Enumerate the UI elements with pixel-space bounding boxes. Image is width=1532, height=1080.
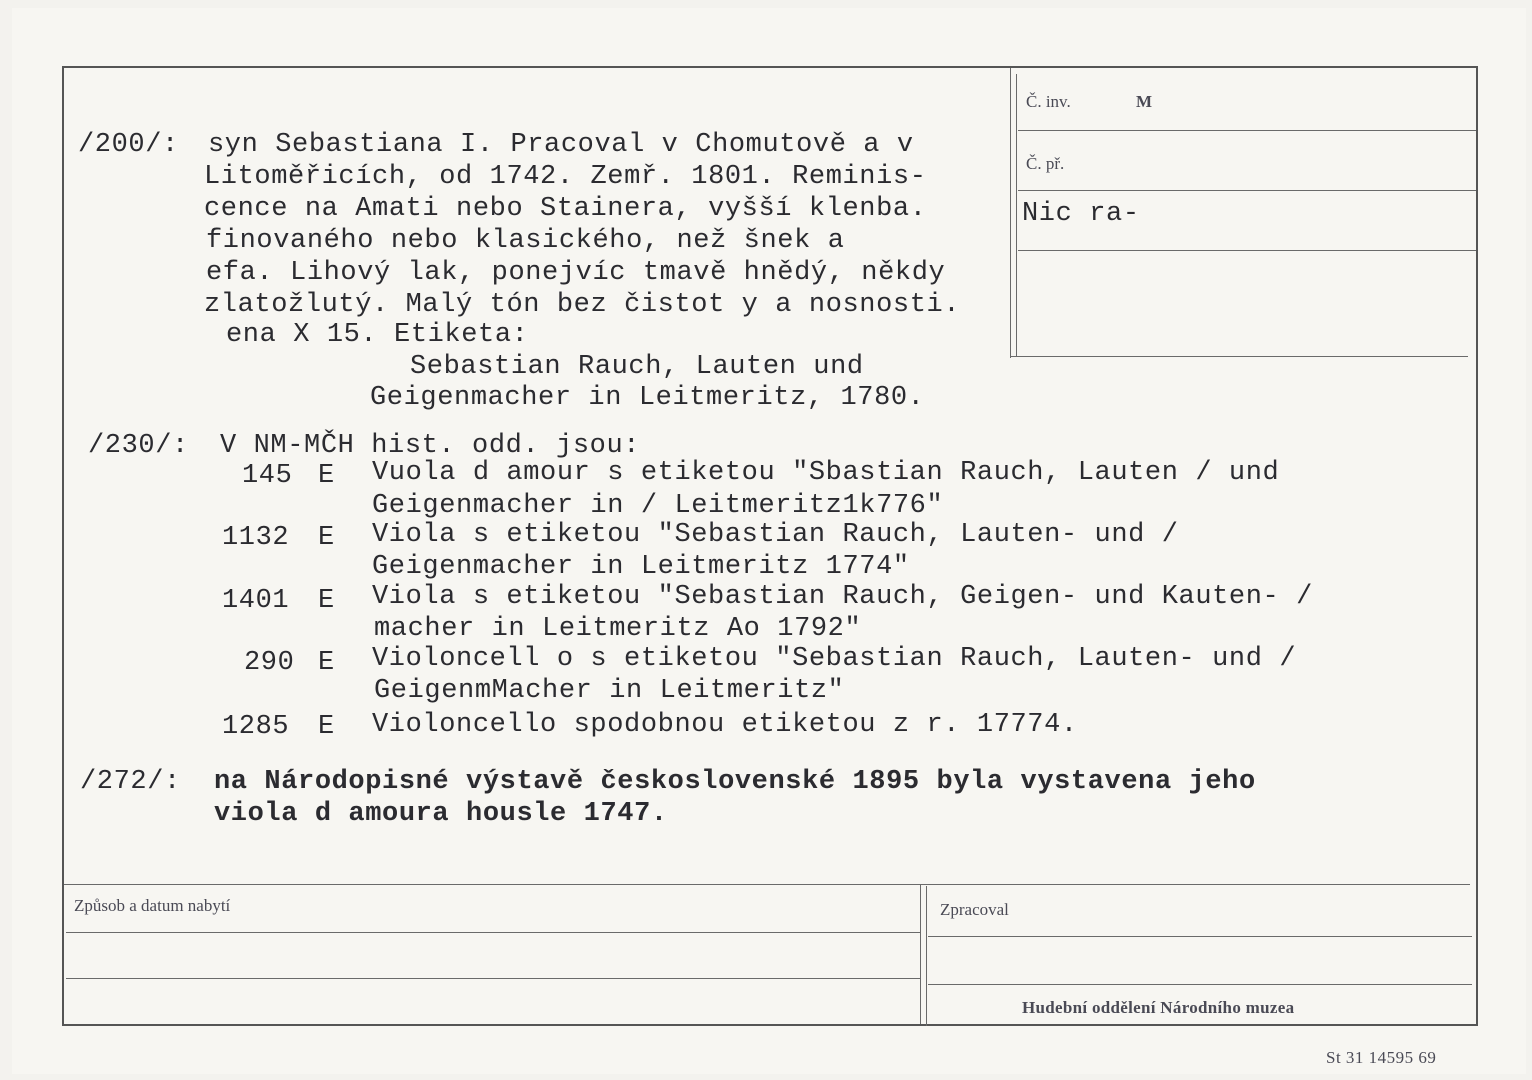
footer-top-rule: [64, 884, 1470, 885]
acquisition-label: Způsob a datum nabytí: [74, 896, 231, 915]
text-line: viola d amoura housle 1747.: [214, 799, 668, 829]
item-code: E: [318, 461, 335, 491]
footer-rule-right-1: [928, 936, 1472, 937]
department-stamp: Hudební oddělení Národního muzea: [1022, 998, 1295, 1017]
inventory-number-label: Č. inv.: [1026, 92, 1071, 111]
label-text-line: Sebastian Rauch, Lauten und: [410, 352, 864, 382]
section-intro: V NM-MČH hist. odd. jsou:: [220, 431, 641, 461]
item-code: E: [318, 712, 335, 742]
item-number: 145: [242, 461, 293, 491]
header-rule-1: [1018, 130, 1476, 131]
footer-rule-left-1: [66, 932, 920, 933]
item-description: macher in Leitmeritz Ao 1792": [374, 614, 862, 644]
text-line: finovaného nebo klasického, než šnek a: [206, 226, 845, 256]
footer-rule-right-2: [928, 984, 1472, 985]
header-rule-4: [1010, 356, 1468, 357]
text-line: cence na Amati nebo Stainera, vyšší klenba.: [204, 194, 927, 224]
footer-divider-right: [926, 886, 927, 1026]
item-code: E: [318, 586, 335, 616]
text-line: Litoměřicích, od 1742. Zemř. 1801. Reminis-: [204, 162, 927, 192]
item-number: 1132: [222, 523, 290, 553]
item-description: Viola s etiketou "Sebastian Rauch, Geigen- und Kauten- /: [372, 582, 1313, 612]
print-code: St 31 14595 69: [1326, 1048, 1437, 1067]
text-line: ena X 15. Etiketa:: [226, 320, 529, 350]
item-number: 1401: [222, 586, 290, 616]
item-code: E: [318, 523, 335, 553]
ref-230: /230/:: [88, 431, 189, 461]
processed-by-label: Zpracoval: [940, 900, 1009, 919]
accession-number-label: Č. př.: [1026, 154, 1065, 173]
inventory-number-value: M: [1136, 92, 1153, 111]
ref-200: /200/:: [78, 130, 179, 160]
ref-272: /272/:: [80, 767, 181, 797]
item-description: GeigenmMacher in Leitmeritz": [374, 676, 845, 706]
item-description: Violoncello spodobnou etiketou z r. 17774.: [372, 710, 1078, 740]
item-description: Vuola d amour s etiketou "Sbastian Rauch, Lauten / und: [372, 458, 1280, 488]
item-description: Viola s etiketou "Sebastian Rauch, Lauten- und /: [372, 520, 1179, 550]
item-code: E: [318, 648, 335, 678]
header-box-inner-divider: [1016, 74, 1017, 356]
footer-rule-left-2: [66, 978, 920, 979]
item-description: Geigenmacher in Leitmeritz 1774": [372, 552, 910, 582]
text-line: syn Sebastiana I. Pracoval v Chomutově a v: [208, 130, 914, 160]
text-line: efa. Lihový lak, ponejvíc tmavě hnědý, někdy: [206, 258, 946, 288]
text-line: na Národopisné výstavě československé 1895 byla vystavena jeho: [214, 767, 1256, 797]
header-rule-2: [1018, 190, 1476, 191]
item-description: Violoncell o s etiketou "Sebastian Rauch, Lauten- und /: [372, 644, 1297, 674]
text-line: zlatožlutý. Malý tón bez čistot y a nosnosti.: [204, 290, 961, 320]
item-number: 1285: [222, 712, 290, 742]
header-box-divider: [1010, 68, 1011, 358]
side-note: Nic ra-: [1022, 199, 1140, 229]
footer-divider-left: [920, 884, 921, 1024]
label-text-line: Geigenmacher in Leitmeritz, 1780.: [370, 383, 925, 413]
item-description: Geigenmacher in / Leitmeritz1k776": [372, 491, 944, 521]
header-rule-3: [1018, 250, 1476, 251]
item-number: 290: [244, 648, 295, 678]
